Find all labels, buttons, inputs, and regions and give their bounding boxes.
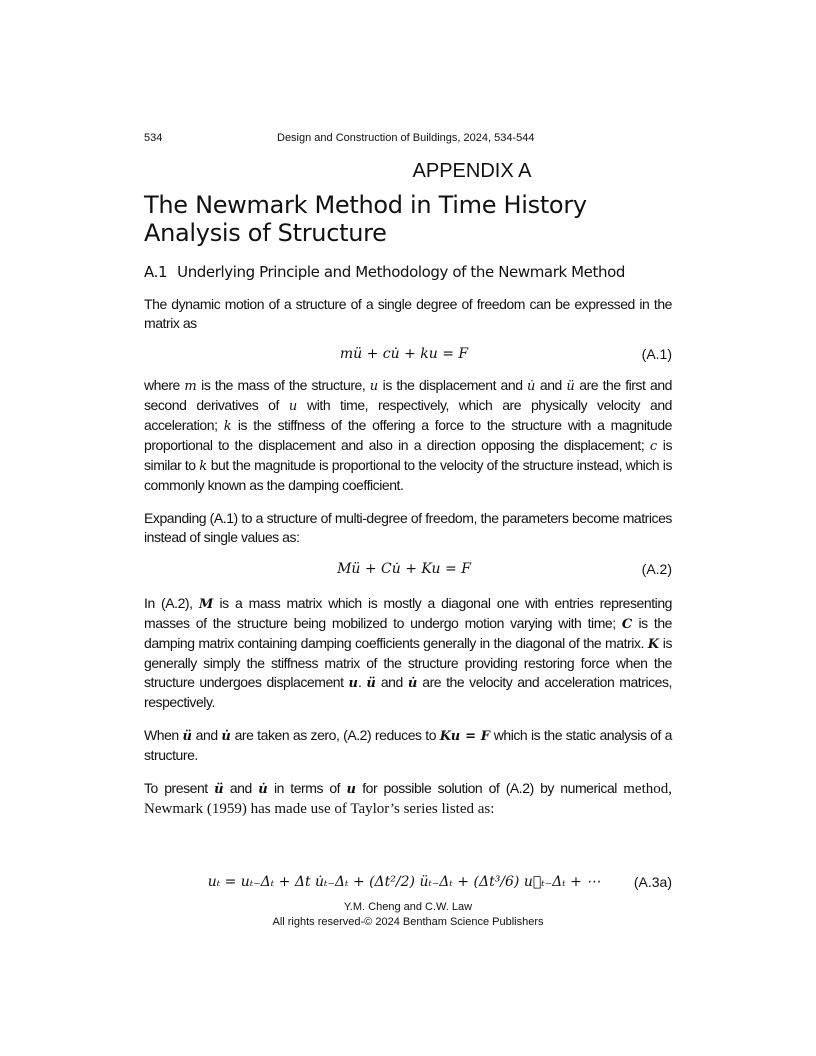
math-matrix-symbol: Ku = F [439,729,490,744]
text-run: method, Newmark (1959) has made use of Taylor’s series listed as: [144,781,673,817]
math-symbol: u̇ [527,379,536,394]
math-symbol: ü [566,379,575,394]
text-run: . [357,674,367,690]
text-run: are taken as zero, (A.2) reduces to [230,727,440,743]
section-title: Underlying Principle and Methodology of the Newmark Method [177,263,625,281]
text-run: is the displacement and [378,377,528,393]
text-run: and [375,674,408,690]
text-run: is a mass matrix which is mostly a diagonal one with entries representing masses of the structure being mobilized to undergo motion varying with time; [144,595,672,631]
math-symbol: u [288,399,298,414]
footer [144,900,672,930]
math-symbol: u [369,379,379,394]
math-matrix-symbol: u̇ [258,782,268,797]
math-matrix-symbol: ü [214,782,224,797]
text-run: with time, respectively, which are physically velocity and acceleration; [144,397,672,433]
math-matrix-symbol: u̇ [221,729,231,744]
paragraph [144,779,672,819]
section-heading [144,263,672,281]
text-run: and [191,727,222,743]
math-matrix-symbol: C [621,617,633,632]
paragraph [144,509,672,547]
text-run: and [223,780,259,796]
math-matrix-symbol: u̇ [407,676,418,691]
text-run: where [144,377,185,393]
paragraph [144,295,672,333]
math-symbol: k [223,419,232,434]
math-matrix-symbol: K [647,637,659,652]
math-symbol: c [649,439,658,454]
footer-rights: All rights reserved-© 2024 Bentham Science Publishers [272,916,544,928]
text-run: In (A.2), [144,595,199,611]
text-run: for possible solution of (A.2) by numerical [355,780,624,796]
equation-expression: Mü + Cu̇ + Ku = F [337,561,471,577]
text-run: is the mass of the structure, [196,377,370,393]
paragraph [144,594,672,712]
math-matrix-symbol: u [348,676,358,691]
appendix-label: APPENDIX A [412,160,532,182]
equation-a2 [144,561,672,583]
journal-citation: Design and Construction of Buildings, 2024, 534-544 [277,132,535,144]
page-number: 534 [144,132,163,144]
math-matrix-symbol: u [346,782,356,797]
text-run: The dynamic motion of a structure of a single degree of freedom can be expressed in the matrix as [144,296,672,331]
equation-expression: mü + cu̇ + ku = F [339,346,469,362]
text-run: To present [144,780,215,796]
math-matrix-symbol: ü [182,729,192,744]
text-run: Expanding (A.1) to a structure of multi-degree of freedom, the parameters become matrices instead of single values as: [144,510,672,545]
text-run: is the stiffness of the offering a force to the structure with a magnitude proportional to the displacement and also in a direction opposing the displacement; [144,417,673,453]
running-header [144,132,672,146]
text-run: When [144,727,183,743]
equation-a3a [144,874,672,896]
math-matrix-symbol: ü [366,676,376,691]
text-run: is similar to [144,437,672,473]
text-run: which is the static analysis of a structure. [144,727,672,763]
equation-expression: uₜ = uₜ₋Δₜ + Δt u̇ₜ₋Δₜ + (Δt²/2) üₜ₋Δₜ + (Δt³/6) u⃛ₜ₋Δₜ + ⋯ [207,874,601,890]
text-run: is generally simply the stiffness matrix of the structure providing restoring force when the structure undergoes displacement [144,635,673,690]
equation-number: (A.1) [641,346,672,362]
text-run: and [535,377,567,393]
chapter-title: The Newmark Method in Time History Analysis of Structure [144,191,587,247]
text-run: but the magnitude is proportional to the velocity of the structure instead, which is commonly known as the damping coefficient. [144,457,672,493]
math-matrix-symbol: M [198,597,214,612]
text-run: in terms of [267,780,347,796]
footer-authors: Y.M. Cheng and C.W. Law [343,901,473,913]
paragraph [144,376,672,495]
text-run: are the first and second derivatives of [144,377,672,413]
math-symbol: k [199,459,208,474]
text-run: is the damping matrix containing damping coefficients generally in the diagonal of the matrix. [144,615,673,651]
equation-number: (A.2) [641,561,672,577]
equation-number: (A.3a) [633,874,672,890]
section-number: A.1 [144,263,168,281]
paragraph [144,726,672,765]
equation-a1 [144,346,672,368]
body-text [144,295,672,930]
text-run: are the velocity and acceleration matrices, respectively. [144,674,672,710]
math-symbol: m [184,379,197,394]
